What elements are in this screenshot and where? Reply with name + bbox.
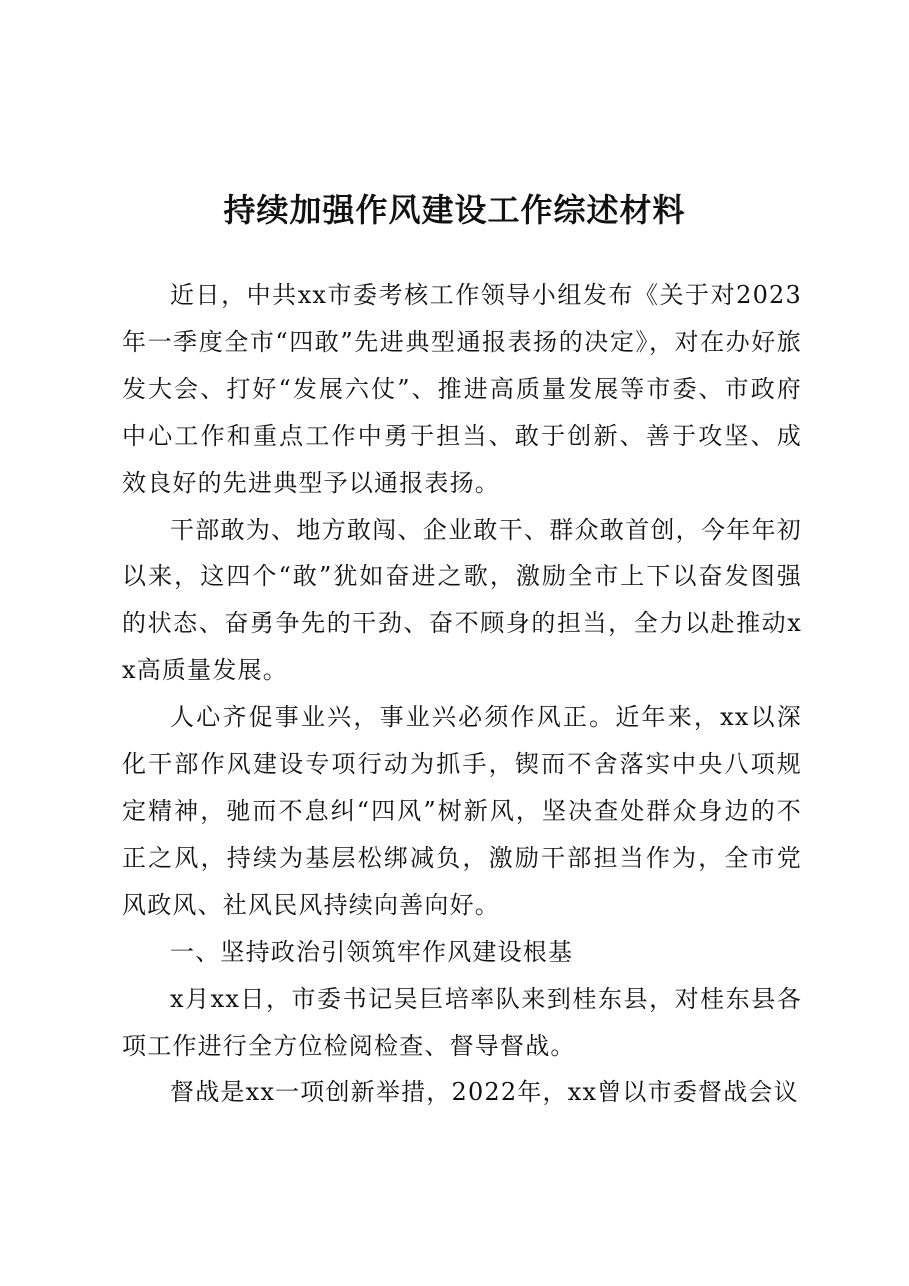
document-title: 持续加强作风建设工作综述材料 — [223, 191, 686, 229]
paragraph-1: 近日，中共xx市委考核工作领导小组发布《关于对2023年一季度全市“四敢”先进典型通报表扬的决定》，对在办好旅发大会、打好“发展六仗”、推进高质量发展等市委、市政府中心工作和重点工作中勇于担当、敢于创新、善于攻坚、成效良好的先进典型予以通报表扬。 — [122, 281, 802, 497]
paragraph-3: 人心齐促事业兴，事业兴必须作风正。近年来，xx以深化干部作风建设专项行动为抓手，锲而不舍落实中央八项规定精神，驰而不息纠“四风”树新风，坚决查处群众身边的不正之风，持续为基层松绑减负，激励干部担当作为，全市党风政风、社风民风持续向善向好。 — [122, 703, 802, 919]
section-heading-1: 一、坚持政治引领筑牢作风建设根基 — [170, 937, 574, 966]
paragraph-2: 干部敢为、地方敢闯、企业敢干、群众敢首创，今年年初以来，这四个“敢”犹如奋进之歌，激励全市上下以奋发图强的状态、奋勇争先的干劲、奋不顾身的担当，全力以赴推动xx高质量发展。 — [122, 515, 802, 685]
document-body — [122, 272, 802, 1116]
paragraph-4: x月xx日，市委书记吴巨培率队来到桂东县，对桂东县各项工作进行全方位检阅检查、督导督战。 — [122, 984, 802, 1060]
paragraph-5: 督战是xx一项创新举措，2022年，xx曾以市委督战会议 — [170, 1078, 799, 1107]
